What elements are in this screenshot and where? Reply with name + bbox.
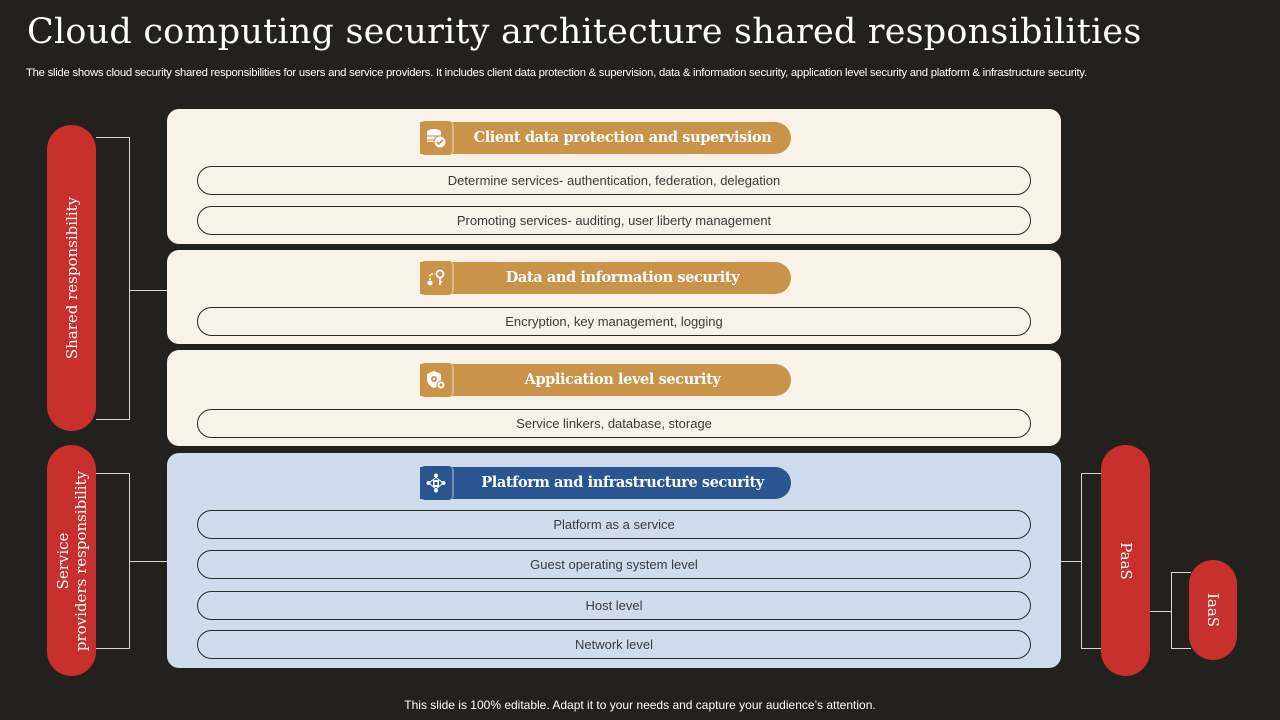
paas-label: PaaS bbox=[1116, 541, 1135, 580]
shared-responsibility-pill bbox=[47, 125, 96, 431]
bracket-connector bbox=[96, 648, 130, 649]
service-providers-label: Service providers responsibility bbox=[53, 470, 90, 651]
section-header bbox=[420, 262, 791, 294]
bracket-connector bbox=[129, 137, 130, 420]
section-header bbox=[420, 122, 791, 154]
section-platform-infrastructure-security bbox=[167, 453, 1061, 668]
section-header bbox=[420, 467, 791, 499]
bracket-connector bbox=[1061, 561, 1081, 562]
section-title: Application level security bbox=[524, 371, 721, 388]
section-data-information-security bbox=[167, 250, 1061, 344]
bracket-connector bbox=[96, 473, 130, 474]
slide-title: Cloud computing security architecture shared responsibilities bbox=[27, 12, 1142, 52]
network-nodes-icon bbox=[420, 466, 454, 500]
section-title: Platform and infrastructure security bbox=[481, 474, 764, 491]
list-item: Service linkers, database, storage bbox=[197, 409, 1031, 438]
list-item: Promoting services- auditing, user liberty management bbox=[197, 206, 1031, 235]
list-item: Network level bbox=[197, 630, 1031, 659]
slide-footer: This slide is 100% editable. Adapt it to your needs and capture your audience’s attention. bbox=[404, 698, 876, 712]
section-application-level-security bbox=[167, 350, 1061, 446]
bracket-connector bbox=[129, 290, 167, 291]
shared-responsibility-label: Shared responsibility bbox=[62, 196, 81, 360]
slide-subtitle: The slide shows cloud security shared responsibilities for users and service providers. It includes client data protection & supervision, data & information security, application level security and platform & infrastructure security. bbox=[26, 67, 1087, 79]
section-title: Data and information security bbox=[505, 269, 740, 286]
section-header bbox=[420, 364, 791, 396]
bracket-connector bbox=[1081, 648, 1102, 649]
key-flow-icon bbox=[420, 261, 454, 295]
bracket-connector bbox=[96, 137, 130, 138]
shield-gear-icon bbox=[420, 363, 454, 397]
service-providers-pill bbox=[47, 445, 96, 676]
list-item: Encryption, key management, logging bbox=[197, 307, 1031, 336]
list-item: Determine services- authentication, federation, delegation bbox=[197, 166, 1031, 195]
bracket-connector bbox=[129, 561, 167, 562]
bracket-connector bbox=[1171, 648, 1191, 649]
iaas-pill bbox=[1189, 560, 1237, 660]
bracket-connector bbox=[1081, 473, 1102, 474]
list-item: Platform as a service bbox=[197, 510, 1031, 539]
bracket-connector bbox=[1171, 572, 1172, 649]
iaas-label: IaaS bbox=[1204, 592, 1222, 628]
section-title: Client data protection and supervision bbox=[473, 129, 772, 146]
section-client-data-protection bbox=[167, 109, 1061, 244]
bracket-connector bbox=[1081, 473, 1082, 649]
database-check-icon bbox=[420, 121, 454, 155]
bracket-connector bbox=[1171, 572, 1191, 573]
bracket-connector bbox=[1150, 611, 1171, 612]
paas-pill bbox=[1101, 445, 1150, 676]
bracket-connector bbox=[96, 419, 130, 420]
list-item: Guest operating system level bbox=[197, 550, 1031, 579]
list-item: Host level bbox=[197, 591, 1031, 620]
